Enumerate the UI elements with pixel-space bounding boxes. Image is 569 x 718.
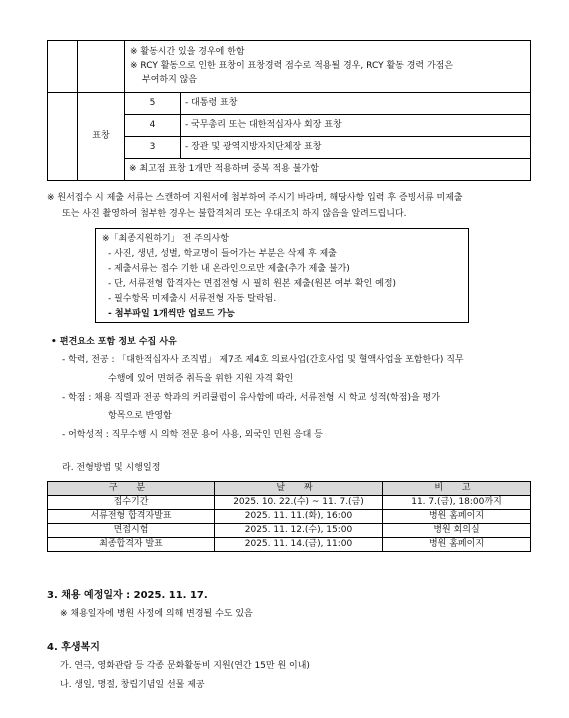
cell: 병원 홈페이지 bbox=[383, 538, 531, 552]
section-title: 4. 후생복지 bbox=[47, 642, 100, 653]
cell: 서류전형 합격자발표 bbox=[48, 510, 215, 524]
cell: 11. 7.(금), 18:00까지 bbox=[383, 496, 531, 510]
award-note: ※ 최고점 표창 1개만 적용하며 중복 적용 불가함 bbox=[125, 159, 531, 181]
caution-item: - 첨부파일 1개씩만 업로드 가능 bbox=[108, 309, 235, 319]
award-score: 5 bbox=[125, 93, 181, 115]
cell: 병원 홈페이지 bbox=[383, 510, 531, 524]
welfare-item: 가. 연극, 영화관람 등 각종 문화활동비 지원(연간 15만 원 이내) bbox=[60, 661, 310, 671]
award-score: 3 bbox=[125, 137, 181, 159]
note-line: ※ 활동시간 있을 경우에 한함 bbox=[130, 46, 245, 57]
note-line: ※ RCY 활동으로 인한 표창이 표창경력 점수로 적용될 경우, RCY 활동 경력 가점은 bbox=[130, 60, 454, 71]
table-row bbox=[48, 510, 531, 524]
caution-item: - 제출서류는 접수 기한 내 온라인으로만 제출(추가 제출 불가) bbox=[108, 264, 350, 274]
caution-item: - 단, 서류전형 합격자는 면접전형 시 필히 원본 제출(원본 여부 확인 예정) bbox=[108, 279, 397, 289]
award-table bbox=[47, 40, 531, 181]
caution-box bbox=[95, 228, 469, 323]
cell: 2025. 11. 12.(수), 15:00 bbox=[215, 524, 383, 538]
notice-line: 또는 사진 촬영하여 첨부한 경우는 불합격처리 또는 우대조치 하지 않음을 알려드립니다. bbox=[62, 209, 407, 219]
schedule-title: 라. 전형방법 및 시행일정 bbox=[62, 463, 161, 473]
welfare-item: 나. 생일, 명절, 창립기념일 선물 제공 bbox=[60, 680, 205, 690]
section-note: ※ 채용일자에 병원 사정에 의해 변경될 수도 있음 bbox=[60, 609, 253, 619]
schedule-table bbox=[47, 481, 531, 552]
award-text: - 장관 및 광역지방자치단체장 표창 bbox=[181, 137, 531, 159]
column-header: 비 고 bbox=[383, 482, 531, 496]
caution-item: - 필수항목 미제출시 서류전형 자동 탈락됨. bbox=[108, 294, 277, 304]
cell: 최종합격자 발표 bbox=[48, 538, 215, 552]
caution-title: ※「최종지원하기」 전 주의사항 bbox=[102, 234, 229, 244]
blank-cell bbox=[48, 93, 78, 181]
column-header: 구 분 bbox=[48, 482, 215, 496]
award-text: - 국무총리 또는 대한적십자사 회장 표창 bbox=[181, 115, 531, 137]
table-row bbox=[48, 538, 531, 552]
table-row bbox=[48, 524, 531, 538]
cell: 면접시험 bbox=[48, 524, 215, 538]
section-title: 3. 채용 예정일자 : 2025. 11. 17. bbox=[47, 590, 208, 601]
award-label: 표창 bbox=[78, 93, 125, 181]
cell: 접수기간 bbox=[48, 496, 215, 510]
cell: 2025. 11. 14.(금), 11:00 bbox=[215, 538, 383, 552]
info-line: - 학점 : 채용 직렬과 전공 학과의 커리큘럼이 유사함에 따라, 서류전형 시 학교 성적(학점)을 평가 bbox=[62, 393, 440, 403]
cell: 병원 회의실 bbox=[383, 524, 531, 538]
info-line: - 학력, 전공 : 「대한적십자사 조직법」 제7조 제4호 의료사업(간호사업 및 혈액사업을 포함한다) 직무 bbox=[62, 355, 464, 365]
column-header: 날 짜 bbox=[215, 482, 383, 496]
activity-note-cell bbox=[125, 41, 531, 93]
info-line: - 어학성적 : 직무수행 시 의학 전문 용어 사용, 외국인 민원 응대 등 bbox=[62, 430, 323, 440]
info-line: 항목으로 반영함 bbox=[108, 411, 172, 421]
note-line: 부여하지 않음 bbox=[142, 75, 198, 86]
info-line: 수행에 있어 면허증 취득을 위한 지원 자격 확인 bbox=[108, 374, 294, 384]
award-score: 4 bbox=[125, 115, 181, 137]
caution-item: - 사진, 생년, 성별, 학교명이 들어가는 부분은 삭제 후 제출 bbox=[108, 249, 337, 259]
blank-cell bbox=[48, 41, 78, 93]
award-text: - 대통령 표창 bbox=[181, 93, 531, 115]
table-row bbox=[48, 496, 531, 510]
section-title: • 편견요소 포함 정보 수집 사유 bbox=[51, 337, 177, 347]
notice-line: ※ 원서접수 시 제출 서류는 스캔하여 지원서에 첨부하여 주시기 바라며, 해당사항 입력 후 증빙서류 미제출 bbox=[47, 193, 463, 203]
cell: 2025. 10. 22.(수) ~ 11. 7.(금) bbox=[215, 496, 383, 510]
cell: 2025. 11. 11.(화), 16:00 bbox=[215, 510, 383, 524]
blank-cell bbox=[78, 41, 125, 93]
